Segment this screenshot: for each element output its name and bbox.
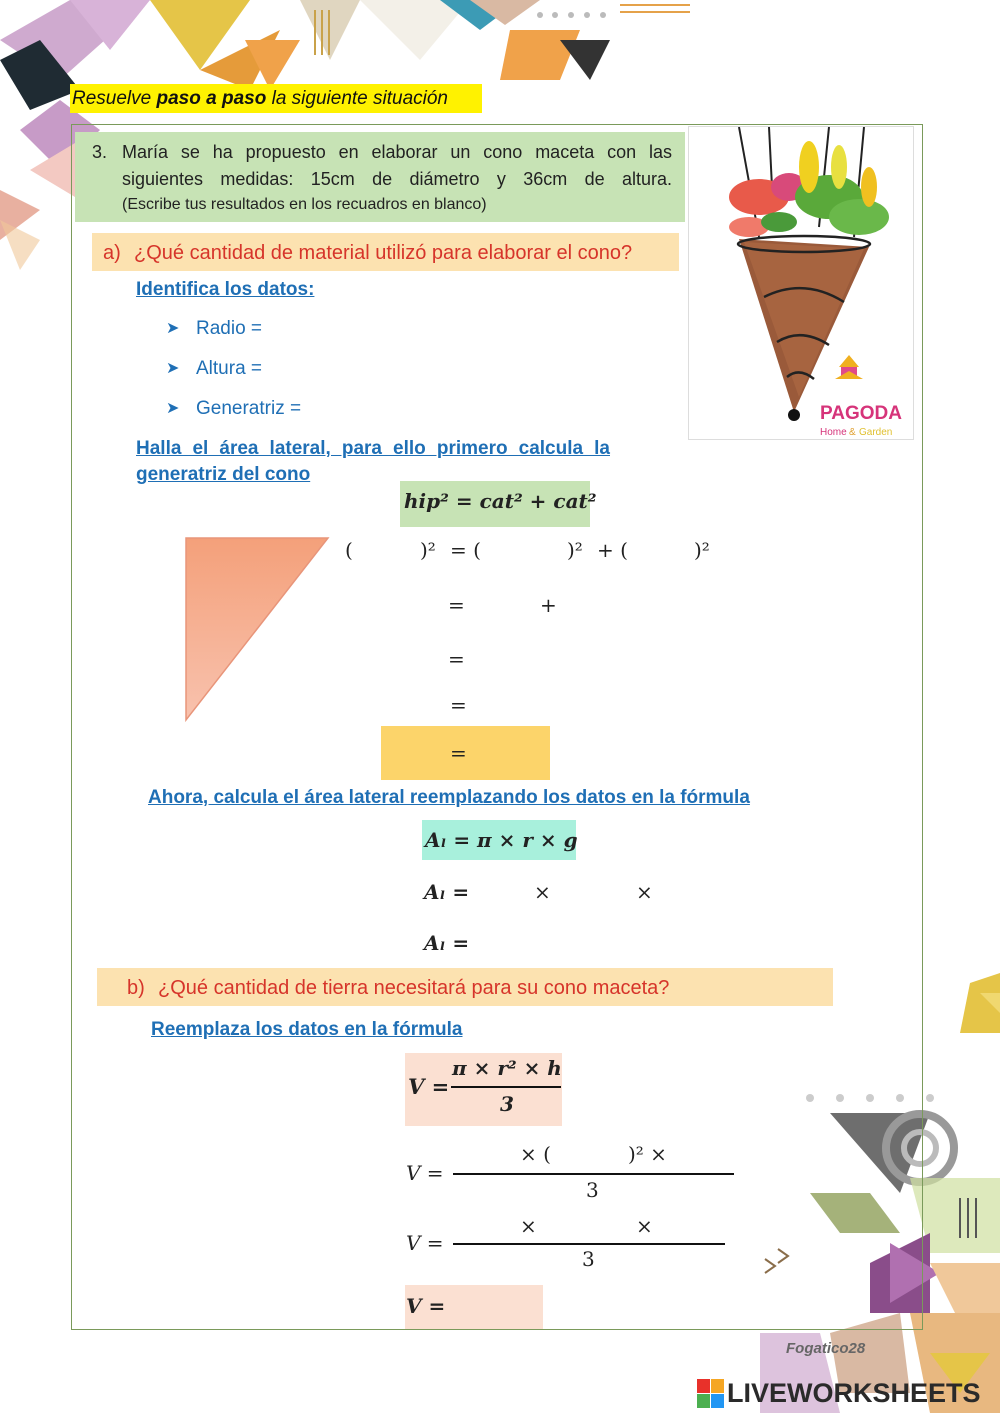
volume-row-2-times-1: ×: [520, 1214, 537, 1238]
volume-row-2-fraction-bar: [453, 1243, 725, 1245]
lateral-row-2-label: Aₗ =: [424, 931, 470, 955]
row1-close-square-1: )²: [420, 538, 436, 562]
volume-row-1-num-b: )² ×: [628, 1142, 667, 1166]
data-item-label: Radio =: [196, 318, 263, 339]
row1-close-square-3: )²: [694, 538, 710, 562]
volume-row-2-den: 3: [582, 1247, 595, 1271]
row1-equals-open: = (: [450, 538, 481, 562]
instruction-banner: [70, 84, 482, 113]
now-lateral-title: Ahora, calcula el área lateral reemplazando los datos en la fórmula: [148, 787, 750, 808]
volume-formula-fraction-bar: [451, 1086, 561, 1088]
pagoda-sub-amp: &: [849, 427, 856, 438]
pythagoras-formula: [400, 481, 597, 527]
cone-planter-drawing: [689, 127, 914, 440]
lateral-title-line-2: generatriz del cono: [136, 464, 311, 485]
volume-formula-denominator: 3: [500, 1092, 514, 1116]
instruction-text-2: la siguiente situación: [266, 88, 448, 109]
volume-row-2-times-2: ×: [636, 1214, 653, 1238]
liveworksheets-logo-icon: [697, 1379, 725, 1409]
volume-row-1-lhs: V =: [406, 1161, 444, 1185]
author-credit: Fogatico28: [786, 1340, 866, 1357]
instruction-text-1: Resuelve: [72, 88, 157, 109]
pyth-row-5-equals: =: [450, 741, 467, 765]
pyth-row-3-equals: =: [448, 647, 465, 671]
pyth-row-2-plus: +: [540, 593, 557, 617]
data-item-label: Generatriz =: [196, 398, 302, 419]
data-item-label: Altura =: [196, 358, 263, 379]
pagoda-sub-home: Home: [820, 427, 847, 438]
data-item-height: [166, 358, 301, 398]
part-a-letter: a): [103, 242, 121, 264]
lateral-area-formula-text: Aₗ = π × r × g: [425, 828, 578, 852]
lateral-area-formula: [422, 820, 576, 860]
replace-data-title: Reemplaza los datos en la fórmula: [151, 1019, 463, 1040]
instruction-text-bold: paso a paso: [156, 88, 267, 109]
row1-plus-open: + (: [597, 538, 628, 562]
pagoda-brand: PAGODA: [820, 403, 902, 424]
lateral-row-1-times-2: ×: [636, 880, 653, 904]
pyth-row-4-equals: =: [450, 693, 467, 717]
problem-number: 3.: [92, 142, 108, 162]
cone-planter-image: [688, 126, 914, 440]
part-b-letter: b): [127, 977, 145, 999]
liveworksheets-brand-text: LIVEWORKSHEETS: [727, 1378, 981, 1408]
volume-row-2-lhs: V =: [406, 1231, 444, 1255]
lateral-row-1-label: Aₗ =: [424, 880, 470, 904]
liveworksheets-logo: [697, 1378, 981, 1409]
pyth-row-2-equals: =: [448, 593, 465, 617]
data-item-radius: [166, 318, 301, 358]
arrow-bullet-icon: ➤: [166, 320, 180, 337]
volume-row-1-num-a: × (: [520, 1142, 551, 1166]
pyth-row-1: [0, 538, 1000, 568]
pagoda-sub-garden: Garden: [859, 427, 893, 438]
data-list: [166, 318, 301, 438]
volume-final-label: V =: [406, 1294, 446, 1318]
pythagoras-formula-text: hip² = cat² + cat²: [404, 489, 597, 513]
volume-formula-lhs: V =: [408, 1074, 450, 1099]
volume-formula-numerator: π × r² × h: [452, 1056, 562, 1080]
lateral-row-1-times-1: ×: [534, 880, 551, 904]
arrow-bullet-icon: ➤: [166, 400, 180, 417]
part-a-question: ¿Qué cantidad de material utilizó para elaborar el cono?: [134, 242, 633, 264]
problem-line-1: María se ha propuesto en elaborar un cono maceta con las: [122, 142, 672, 162]
problem-line-2: siguientes medidas: 15cm de diámetro y 36cm de altura.: [122, 169, 672, 189]
identify-data-title: Identifica los datos:: [136, 279, 315, 300]
part-b-question: ¿Qué cantidad de tierra necesitará para su cono maceta?: [158, 977, 670, 999]
arrow-bullet-icon: ➤: [166, 360, 180, 377]
lateral-title-line-1: Halla el área lateral, para ello primero calcula la: [136, 438, 610, 459]
row1-open-paren: (: [345, 538, 353, 562]
volume-row-1-den: 3: [586, 1178, 599, 1202]
problem-note: (Escribe tus resultados en los recuadros en blanco): [122, 196, 487, 213]
data-item-generatrix: [166, 398, 301, 438]
row1-close-square-2: )²: [567, 538, 583, 562]
volume-row-1-fraction-bar: [453, 1173, 734, 1175]
